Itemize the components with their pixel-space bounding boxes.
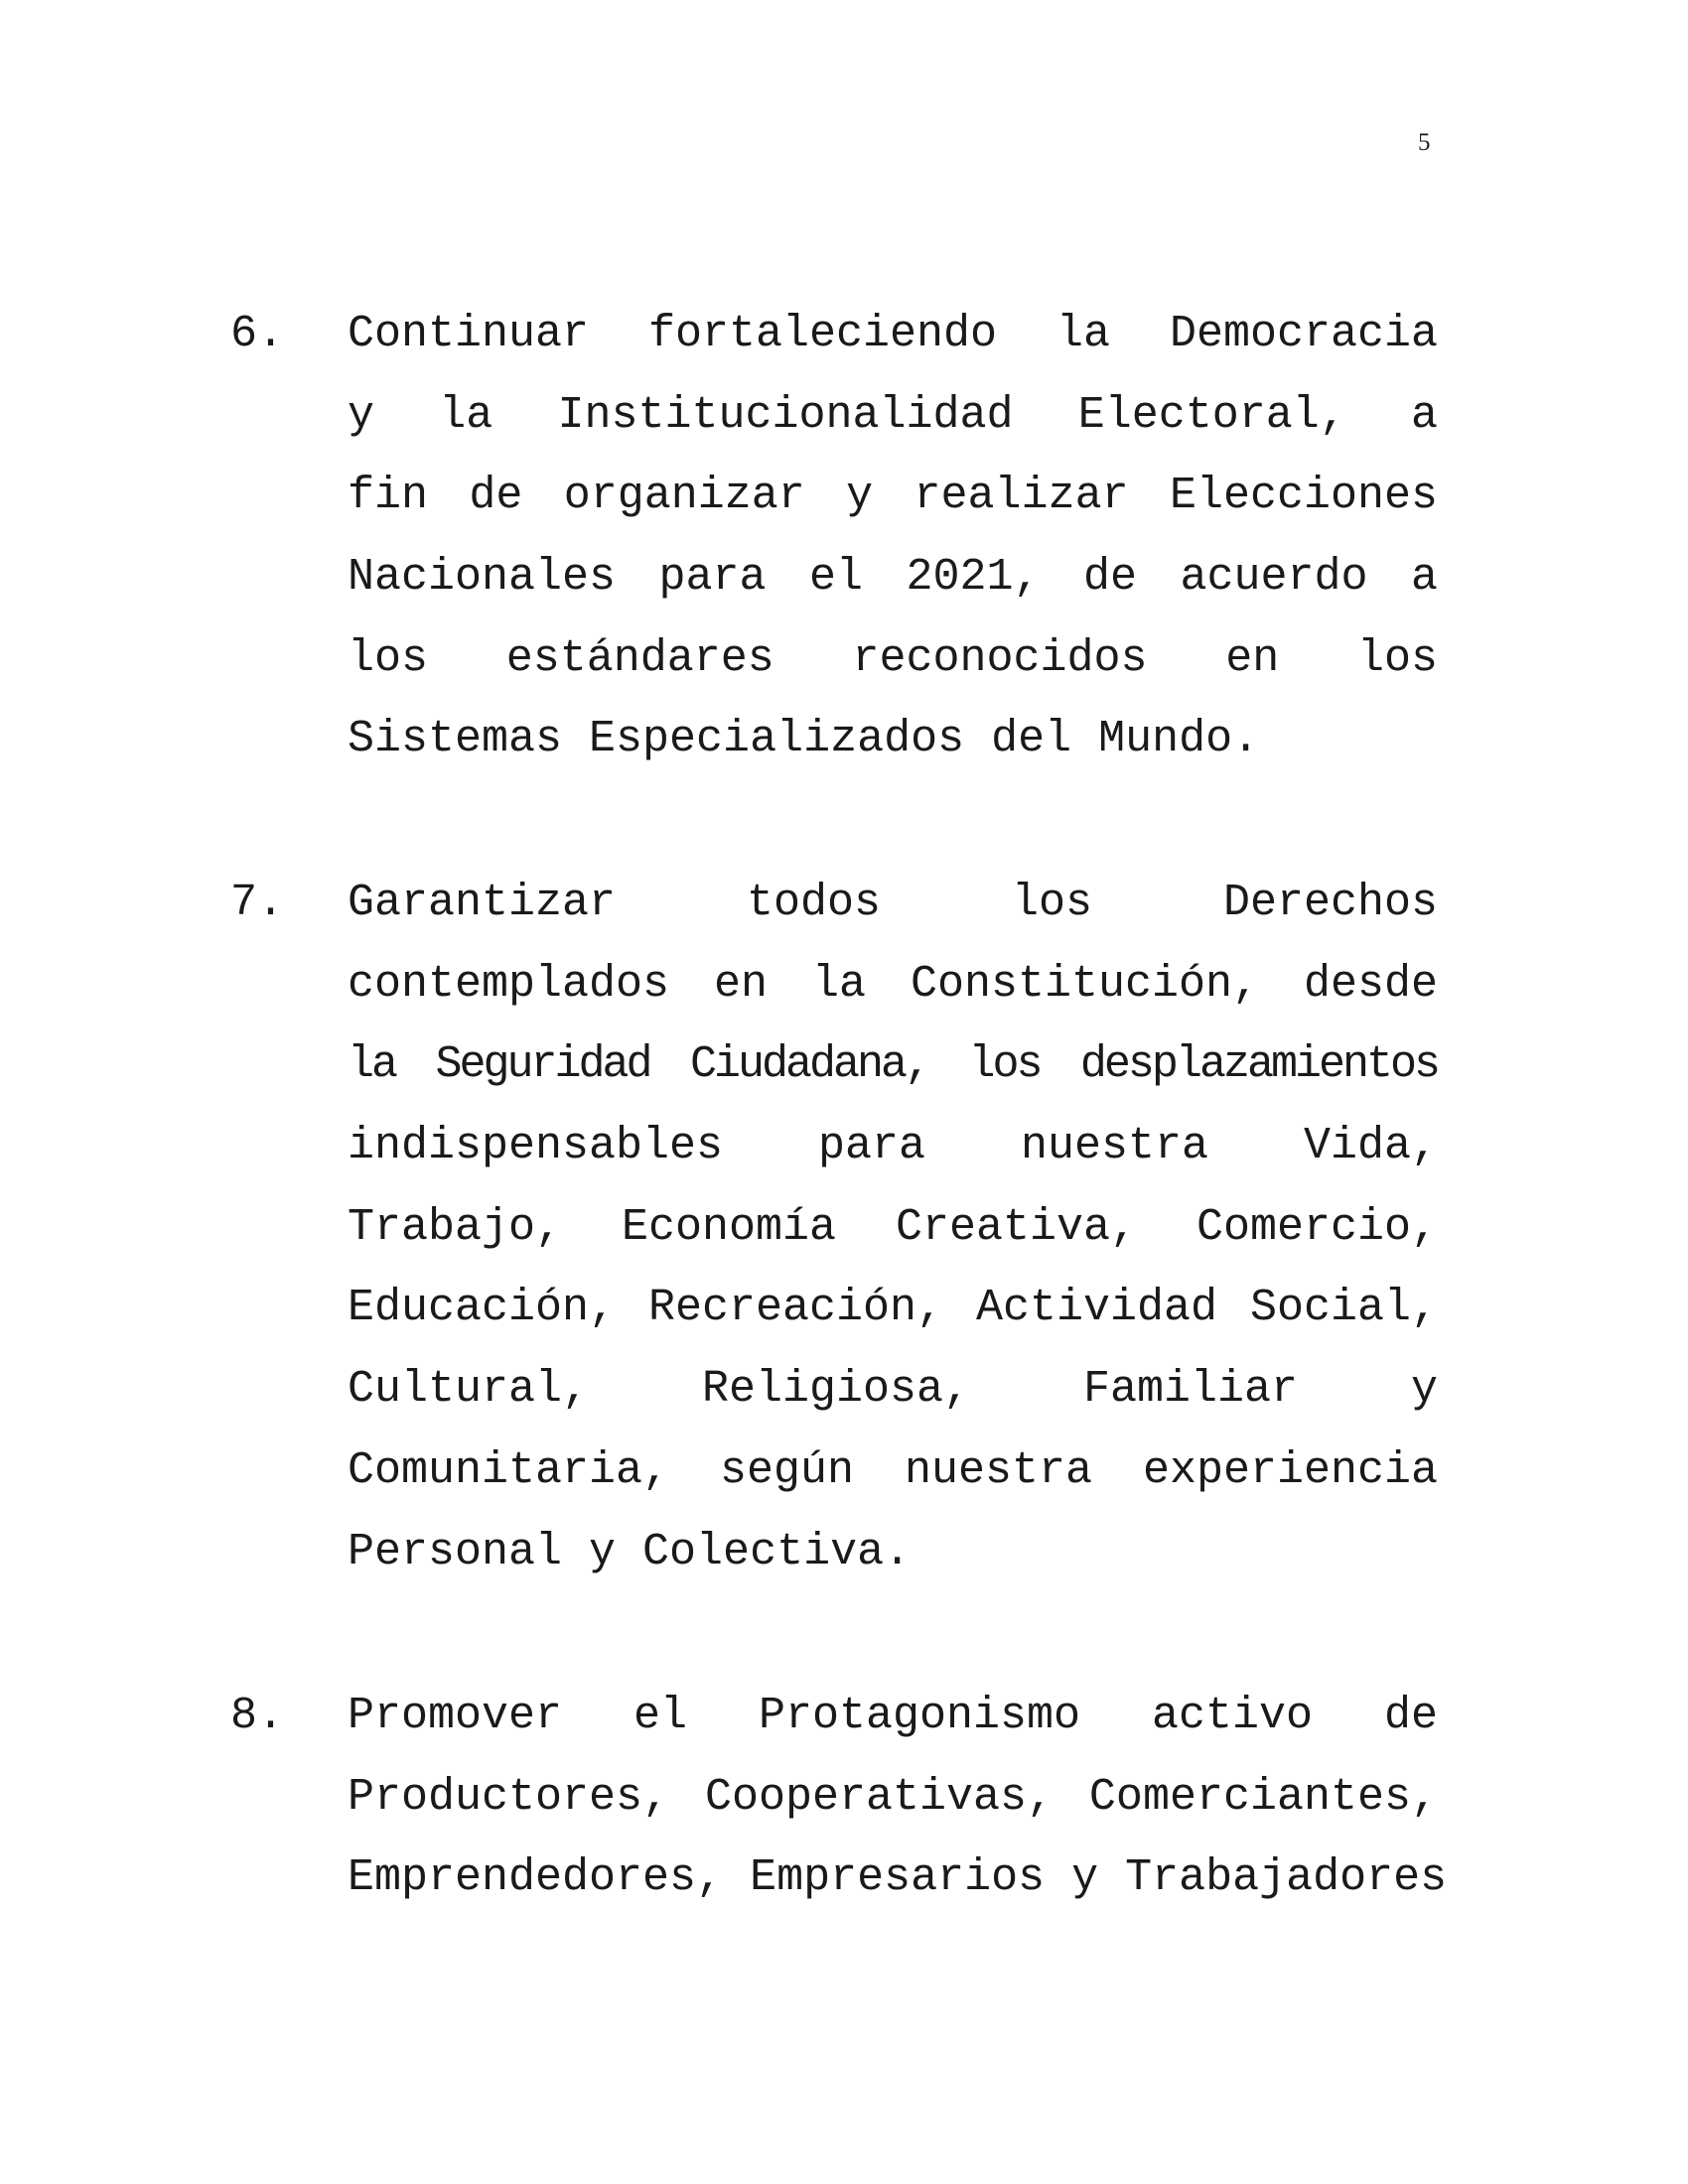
text-line: Trabajo, Economía Creativa, Comercio, — [348, 1201, 1438, 1253]
text-line: Emprendedores, Empresarios y Trabajadores — [348, 1852, 1448, 1904]
text-line: Promover el Protagonismo activo de — [348, 1691, 1438, 1741]
text-line: Cultural, Religiosa, Familiar y — [348, 1364, 1438, 1416]
text-line: Nacionales para el 2021, de acuerdo a — [348, 552, 1438, 604]
text-line: Educación, Recreación, Actividad Social, — [348, 1283, 1438, 1334]
text-line: Comunitaria, según nuestra experiencia — [348, 1444, 1438, 1496]
item-number: 7. — [230, 878, 285, 928]
text-line: Continuar fortaleciendo la Democracia — [348, 309, 1438, 359]
item-text — [348, 1676, 1448, 1919]
text-line: la Seguridad Ciudadana, los desplazamientos — [348, 1039, 1438, 1091]
item-number: 6. — [230, 309, 285, 359]
text-line: indispensables para nuestra Vida, — [348, 1121, 1438, 1172]
text-line: fin de organizar y realizar Elecciones — [348, 471, 1438, 522]
text-line: contemplados en la Constitución, desde — [348, 958, 1438, 1010]
item-number: 8. — [230, 1691, 285, 1741]
item-text — [348, 294, 1438, 780]
text-line: Sistemas Especializados del Mundo. — [348, 714, 1260, 765]
text-line: Personal y Colectiva. — [348, 1526, 912, 1577]
page-number: 5 — [1418, 129, 1431, 156]
text-line: Productores, Cooperativas, Comerciantes, — [348, 1771, 1438, 1823]
item-text — [348, 863, 1438, 1592]
text-line: Garantizar todos los Derechos — [348, 878, 1438, 928]
text-line: los estándares reconocidos en los — [348, 632, 1438, 684]
text-line: y la Institucionalidad Electoral, a — [348, 389, 1438, 441]
